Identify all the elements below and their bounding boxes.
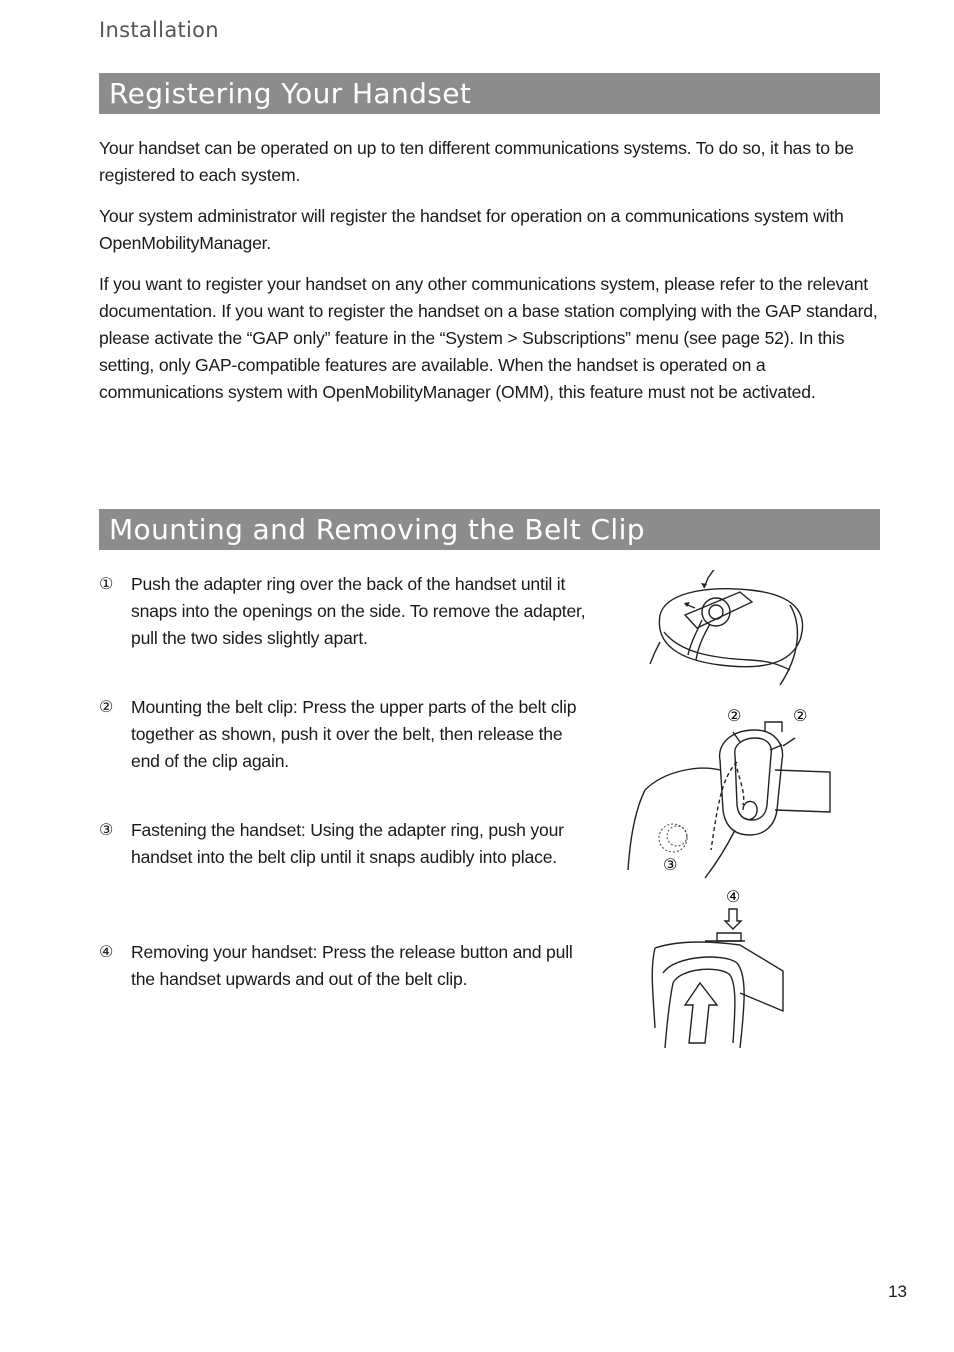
removing-handset-illustration (645, 883, 795, 1053)
step-4 (99, 939, 589, 993)
section-title-registering: Registering Your Handset (99, 73, 880, 114)
step-text: Fastening the handset: Using the adapter ring, push your handset into the belt clip until it snaps audibly into place. (131, 820, 564, 867)
belt-clip-illustration (625, 700, 835, 880)
callout-3: ③ (663, 855, 678, 874)
adapter-ring-illustration (640, 570, 820, 690)
paragraph-1: Your handset can be operated on up to ten different communications systems. To do so, it has to be registered to each system. (99, 138, 854, 185)
step-marker: ③ (99, 822, 114, 839)
paragraph-2: Your system administrator will register the handset for operation on a communications system with OpenMobilityManager. (99, 206, 844, 253)
step-3 (99, 817, 589, 871)
step-1 (99, 571, 589, 652)
step-marker: ② (99, 699, 114, 716)
callout-4: ④ (726, 887, 741, 906)
callout-2-right: ② (793, 706, 808, 725)
section-title-belt-clip: Mounting and Removing the Belt Clip (99, 509, 880, 550)
page-number: 13 (888, 1282, 907, 1301)
step-marker: ④ (99, 944, 114, 961)
step-text: Push the adapter ring over the back of the handset until it snaps into the openings on the side. To remove the adapter, pull the two sides slightly apart. (131, 574, 586, 648)
step-text: Mounting the belt clip: Press the upper parts of the belt clip together as shown, push it over the belt, then release the end of the clip again. (131, 697, 577, 771)
paragraph-3: If you want to register your handset on any other communications system, please refer to the relevant documentation. If you want to register the handset on a base station complying with the GAP standard, please activate the “GAP only” feature in the “System > Subscriptions” menu (see page 52). In this setting, only GAP-compatible features are available. When the handset is operated on a communications system with OpenMobilityManager (OMM), this feature must not be activated. (99, 274, 878, 402)
callout-2-left: ② (727, 706, 742, 725)
step-text: Removing your handset: Press the release button and pull the handset upwards and out of the belt clip. (131, 942, 573, 989)
step-marker: ① (99, 576, 114, 593)
running-head: Installation (99, 18, 219, 42)
step-2 (99, 694, 589, 775)
